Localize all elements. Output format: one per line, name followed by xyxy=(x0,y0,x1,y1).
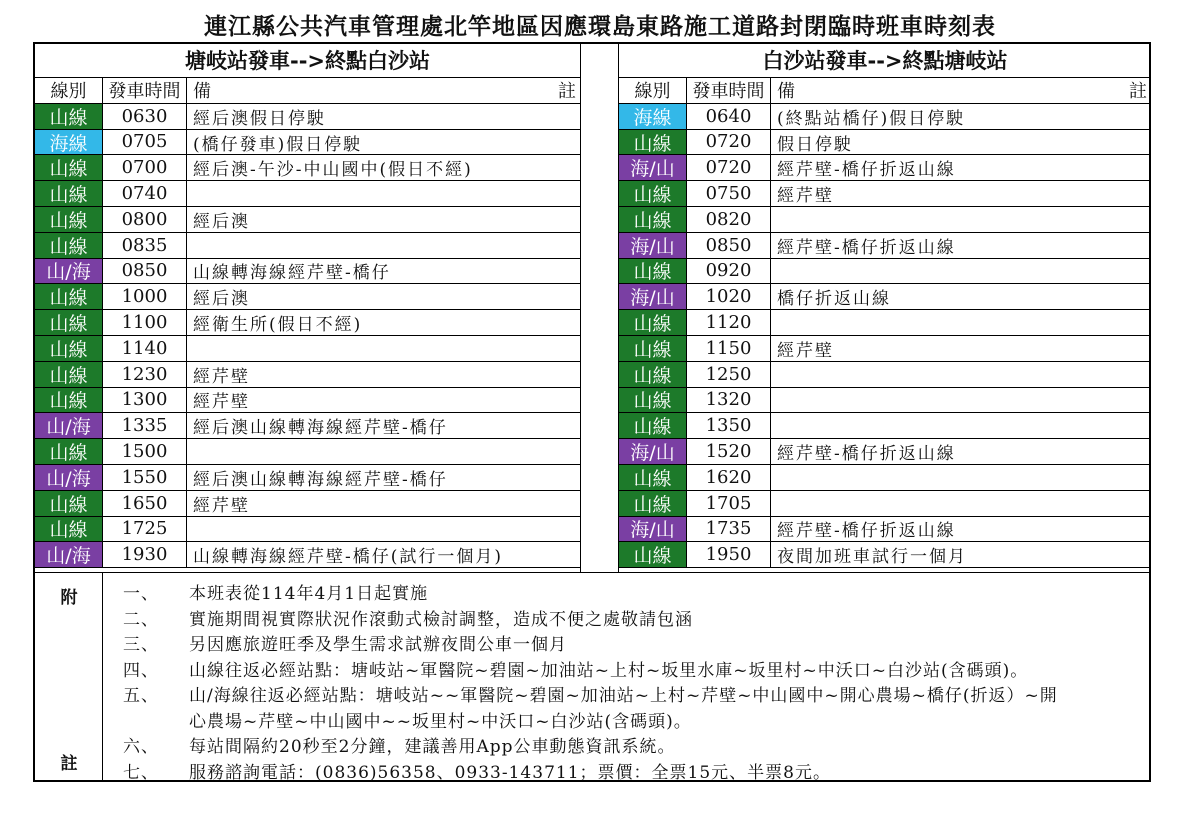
line-type-cell: 海/山 xyxy=(619,233,687,258)
line-type-cell: 山線 xyxy=(35,439,103,464)
table-row xyxy=(619,465,1151,491)
line-type-cell: 海/山 xyxy=(619,517,687,542)
line-type-cell: 山線 xyxy=(619,542,687,567)
table-row xyxy=(35,310,580,336)
line-type-cell: 山線 xyxy=(619,207,687,232)
note-cell xyxy=(187,517,580,542)
note-cell: 經芹壁 xyxy=(777,186,834,206)
col-note-b: 註 xyxy=(558,81,576,103)
note-cell xyxy=(771,413,1151,438)
table-row xyxy=(619,310,1151,336)
table-row xyxy=(619,362,1151,388)
note-cell xyxy=(771,362,1151,387)
line-type-cell: 山線 xyxy=(35,388,103,413)
note-number: 一、 xyxy=(123,584,159,604)
note-cell xyxy=(187,181,580,206)
schedule-rows xyxy=(35,104,580,568)
note-text: 服務諮詢電話：(0836)56358、0933-143711；票價：全票15元、半票8元。 xyxy=(189,762,831,783)
departure-time-cell: 1000 xyxy=(103,284,187,309)
table-row xyxy=(35,517,580,543)
note-cell: 經芹壁 xyxy=(193,392,250,413)
departure-time-cell: 0720 xyxy=(687,155,771,180)
panel-baisha-to-tangqi xyxy=(619,44,1151,568)
table-row xyxy=(619,155,1151,181)
departure-time-cell: 1930 xyxy=(103,542,187,567)
departure-time-cell: 0740 xyxy=(103,181,187,206)
note-cell xyxy=(771,388,1151,413)
table-row xyxy=(35,233,580,259)
note-cell: 經芹壁 xyxy=(193,495,250,516)
table-row xyxy=(35,388,580,414)
table-row xyxy=(35,542,580,568)
line-type-cell: 山/海 xyxy=(35,413,103,438)
departure-time-cell: 1620 xyxy=(687,465,771,490)
note-cell: 山線轉海線經芹壁-橋仔 xyxy=(193,263,391,284)
departure-time-cell: 1150 xyxy=(687,336,771,361)
line-type-cell: 山線 xyxy=(35,207,103,232)
note-cell: 經后澳山線轉海線經芹壁-橋仔 xyxy=(193,418,448,439)
table-row xyxy=(35,259,580,285)
departure-time-cell: 1120 xyxy=(687,310,771,335)
departure-time-cell: 1250 xyxy=(687,362,771,387)
departure-time-cell: 1335 xyxy=(103,413,187,438)
column-header-row xyxy=(35,78,580,104)
note-number: 三、 xyxy=(123,635,159,655)
table-row xyxy=(619,542,1151,568)
table-row xyxy=(619,491,1151,517)
line-type-cell: 山線 xyxy=(35,284,103,309)
col-note-header xyxy=(187,78,580,103)
note-cell xyxy=(187,439,580,464)
departure-time-cell: 0750 xyxy=(687,181,771,206)
page-title: 連江縣公共汽車管理處北竿地區因應環島東路施工道路封閉臨時班車時刻表 xyxy=(204,14,996,40)
table-row xyxy=(619,207,1151,233)
col-time-header: 發車時間 xyxy=(103,78,187,103)
table-row xyxy=(35,155,580,181)
schedule-rows xyxy=(619,104,1151,568)
table-row xyxy=(35,207,580,233)
note-cell: 假日停駛 xyxy=(777,134,853,155)
line-type-cell: 山線 xyxy=(35,155,103,180)
col-note-b: 註 xyxy=(1129,81,1147,103)
line-type-cell: 海/山 xyxy=(619,155,687,180)
table-row xyxy=(619,233,1151,259)
departure-time-cell: 1650 xyxy=(103,491,187,516)
line-type-cell: 山線 xyxy=(619,491,687,516)
departure-time-cell: 1520 xyxy=(687,439,771,464)
line-type-cell: 山線 xyxy=(35,310,103,335)
note-text: 每站間隔約20秒至2分鐘，建議善用App公車動態資訊系統。 xyxy=(189,737,676,757)
line-type-cell: 山線 xyxy=(619,181,687,206)
note-cell: 經芹壁 xyxy=(777,340,834,361)
departure-time-cell: 0850 xyxy=(103,259,187,284)
departure-time-cell: 1725 xyxy=(103,517,187,542)
line-type-cell: 山線 xyxy=(619,388,687,413)
table-row xyxy=(619,439,1151,465)
departure-time-cell: 0835 xyxy=(103,233,187,258)
line-type-cell: 山線 xyxy=(619,130,687,155)
line-type-cell: 山線 xyxy=(35,336,103,361)
line-type-cell: 山線 xyxy=(619,310,687,335)
note-cell xyxy=(771,310,1151,335)
line-type-cell: 山/海 xyxy=(35,542,103,567)
note-cell: 經芹壁-橋仔折返山線 xyxy=(777,444,956,464)
departure-time-cell: 0640 xyxy=(687,104,771,129)
note-number: 二、 xyxy=(123,609,159,630)
note-cell: 經芹壁-橋仔折返山線 xyxy=(777,160,956,181)
note-text: 另因應旅遊旺季及學生需求試辦夜間公車一個月 xyxy=(189,635,567,655)
panel-divider xyxy=(580,44,619,572)
note-cell xyxy=(187,233,580,258)
line-type-cell: 山線 xyxy=(35,181,103,206)
table-row xyxy=(35,362,580,388)
note-cell: (橋仔發車)假日停駛 xyxy=(193,134,363,155)
line-type-cell: 山線 xyxy=(35,491,103,516)
note-cell xyxy=(771,465,1151,490)
note-cell xyxy=(187,336,580,361)
column-header-row xyxy=(619,78,1151,104)
departure-time-cell: 0705 xyxy=(103,130,187,155)
departure-time-cell: 0800 xyxy=(103,207,187,232)
table-row xyxy=(35,439,580,465)
col-time-header: 發車時間 xyxy=(687,78,771,103)
note-text: 本班表從114年4月1日起實施 xyxy=(189,584,429,604)
departure-time-cell: 1550 xyxy=(103,465,187,490)
table-row xyxy=(619,104,1151,130)
note-cell: 經芹壁-橋仔折返山線 xyxy=(777,521,956,542)
note-line xyxy=(123,630,567,655)
departure-time-cell: 1020 xyxy=(687,284,771,309)
note-cell xyxy=(771,491,1151,516)
panel-tangqi-to-baisha xyxy=(35,44,580,568)
departure-time-cell: 1705 xyxy=(687,491,771,516)
note-line xyxy=(123,605,693,630)
table-row xyxy=(619,388,1151,414)
table-row xyxy=(619,336,1151,362)
timetable xyxy=(33,42,1151,782)
note-text: 心農場~芹壁~中山國中~~坂里村~中沃口~白沙站(含碼頭)。 xyxy=(189,711,692,732)
table-row xyxy=(619,413,1151,439)
departure-time-cell: 0820 xyxy=(687,207,771,232)
departure-time-cell: 1500 xyxy=(103,439,187,464)
line-type-cell: 海/山 xyxy=(619,439,687,464)
note-cell: 經后澳山線轉海線經芹壁-橋仔 xyxy=(193,469,448,490)
note-cell: 經后澳 xyxy=(193,211,250,232)
departure-time-cell: 0920 xyxy=(687,259,771,284)
notes-label-top: 附 xyxy=(60,588,78,608)
table-row xyxy=(35,284,580,310)
note-cell: 經衛生所(假日不經) xyxy=(193,315,363,335)
note-line xyxy=(123,656,1028,681)
line-type-cell: 山線 xyxy=(35,233,103,258)
line-type-cell: 山線 xyxy=(35,104,103,129)
col-line-header: 線別 xyxy=(619,78,687,103)
line-type-cell: 海線 xyxy=(35,130,103,155)
note-number: 四、 xyxy=(123,660,159,681)
table-row xyxy=(35,336,580,362)
departure-time-cell: 1350 xyxy=(687,413,771,438)
table-row xyxy=(35,181,580,207)
note-number: 七、 xyxy=(123,762,159,783)
table-row xyxy=(35,104,580,130)
note-cell: 山線轉海線經芹壁-橋仔(試行一個月) xyxy=(193,547,504,568)
departure-time-cell: 1735 xyxy=(687,517,771,542)
note-line xyxy=(123,707,692,732)
notes-label xyxy=(35,573,103,780)
note-cell xyxy=(771,259,1151,284)
note-cell: 橋仔折返山線 xyxy=(777,289,891,310)
line-type-cell: 山線 xyxy=(619,362,687,387)
line-type-cell: 海/山 xyxy=(619,284,687,309)
table-row xyxy=(619,517,1151,543)
table-row xyxy=(35,465,580,491)
table-row xyxy=(619,284,1151,310)
departure-time-cell: 1140 xyxy=(103,336,187,361)
table-row xyxy=(35,130,580,156)
note-line xyxy=(123,681,1058,706)
note-line xyxy=(123,758,831,783)
departure-time-cell: 1950 xyxy=(687,542,771,567)
notes-label-bottom: 註 xyxy=(60,754,78,774)
notes-section xyxy=(35,572,1149,783)
note-cell: 經后澳 xyxy=(193,289,250,310)
panel-header: 白沙站發車-->終點塘岐站 xyxy=(619,44,1151,78)
table-row xyxy=(35,413,580,439)
note-text: 山/海線往返必經站點：塘岐站~~軍醫院~碧園~加油站~上村~芹壁~中山國中~開心農場~橋仔(折返）~開 xyxy=(189,686,1058,706)
line-type-cell: 山線 xyxy=(619,259,687,284)
line-type-cell: 山/海 xyxy=(35,259,103,284)
departure-time-cell: 1300 xyxy=(103,388,187,413)
note-text: 實施期間視實際狀況作滾動式檢討調整，造成不便之處敬請包涵 xyxy=(189,609,693,630)
line-type-cell: 山線 xyxy=(619,336,687,361)
departure-time-cell: 0850 xyxy=(687,233,771,258)
col-note-a: 備 xyxy=(777,81,795,103)
table-row xyxy=(619,130,1151,156)
line-type-cell: 山線 xyxy=(35,517,103,542)
note-cell: 經后澳-午沙-中山國中(假日不經) xyxy=(193,160,473,181)
panel-header: 塘岐站發車-->終點白沙站 xyxy=(35,44,580,78)
departure-time-cell: 1230 xyxy=(103,362,187,387)
note-number: 六、 xyxy=(123,737,159,757)
departure-time-cell: 1100 xyxy=(103,310,187,335)
line-type-cell: 山線 xyxy=(619,413,687,438)
col-note-a: 備 xyxy=(193,81,211,103)
table-row xyxy=(619,181,1151,207)
departure-time-cell: 0630 xyxy=(103,104,187,129)
note-cell xyxy=(771,207,1151,232)
col-note-header xyxy=(771,78,1151,103)
note-cell: 經后澳假日停駛 xyxy=(193,108,326,129)
table-row xyxy=(619,259,1151,285)
note-cell: 經芹壁-橋仔折返山線 xyxy=(777,237,956,258)
departure-time-cell: 1320 xyxy=(687,388,771,413)
departure-time-cell: 0720 xyxy=(687,130,771,155)
table-row xyxy=(35,491,580,517)
line-type-cell: 山線 xyxy=(35,362,103,387)
note-line xyxy=(123,579,428,604)
note-number: 五、 xyxy=(123,686,159,706)
note-line xyxy=(123,732,676,757)
line-type-cell: 海線 xyxy=(619,104,687,129)
line-type-cell: 山線 xyxy=(619,465,687,490)
line-type-cell: 山/海 xyxy=(35,465,103,490)
note-text: 山線往返必經站點：塘岐站~軍醫院~碧園~加油站~上村~坂里水庫~坂里村~中沃口~白沙站(含碼頭)。 xyxy=(189,660,1029,681)
note-cell: (終點站橋仔)假日停駛 xyxy=(777,108,966,129)
note-cell: 經芹壁 xyxy=(193,366,250,387)
col-line-header: 線別 xyxy=(35,78,103,103)
note-cell: 夜間加班車試行一個月 xyxy=(777,547,967,568)
departure-time-cell: 0700 xyxy=(103,155,187,180)
